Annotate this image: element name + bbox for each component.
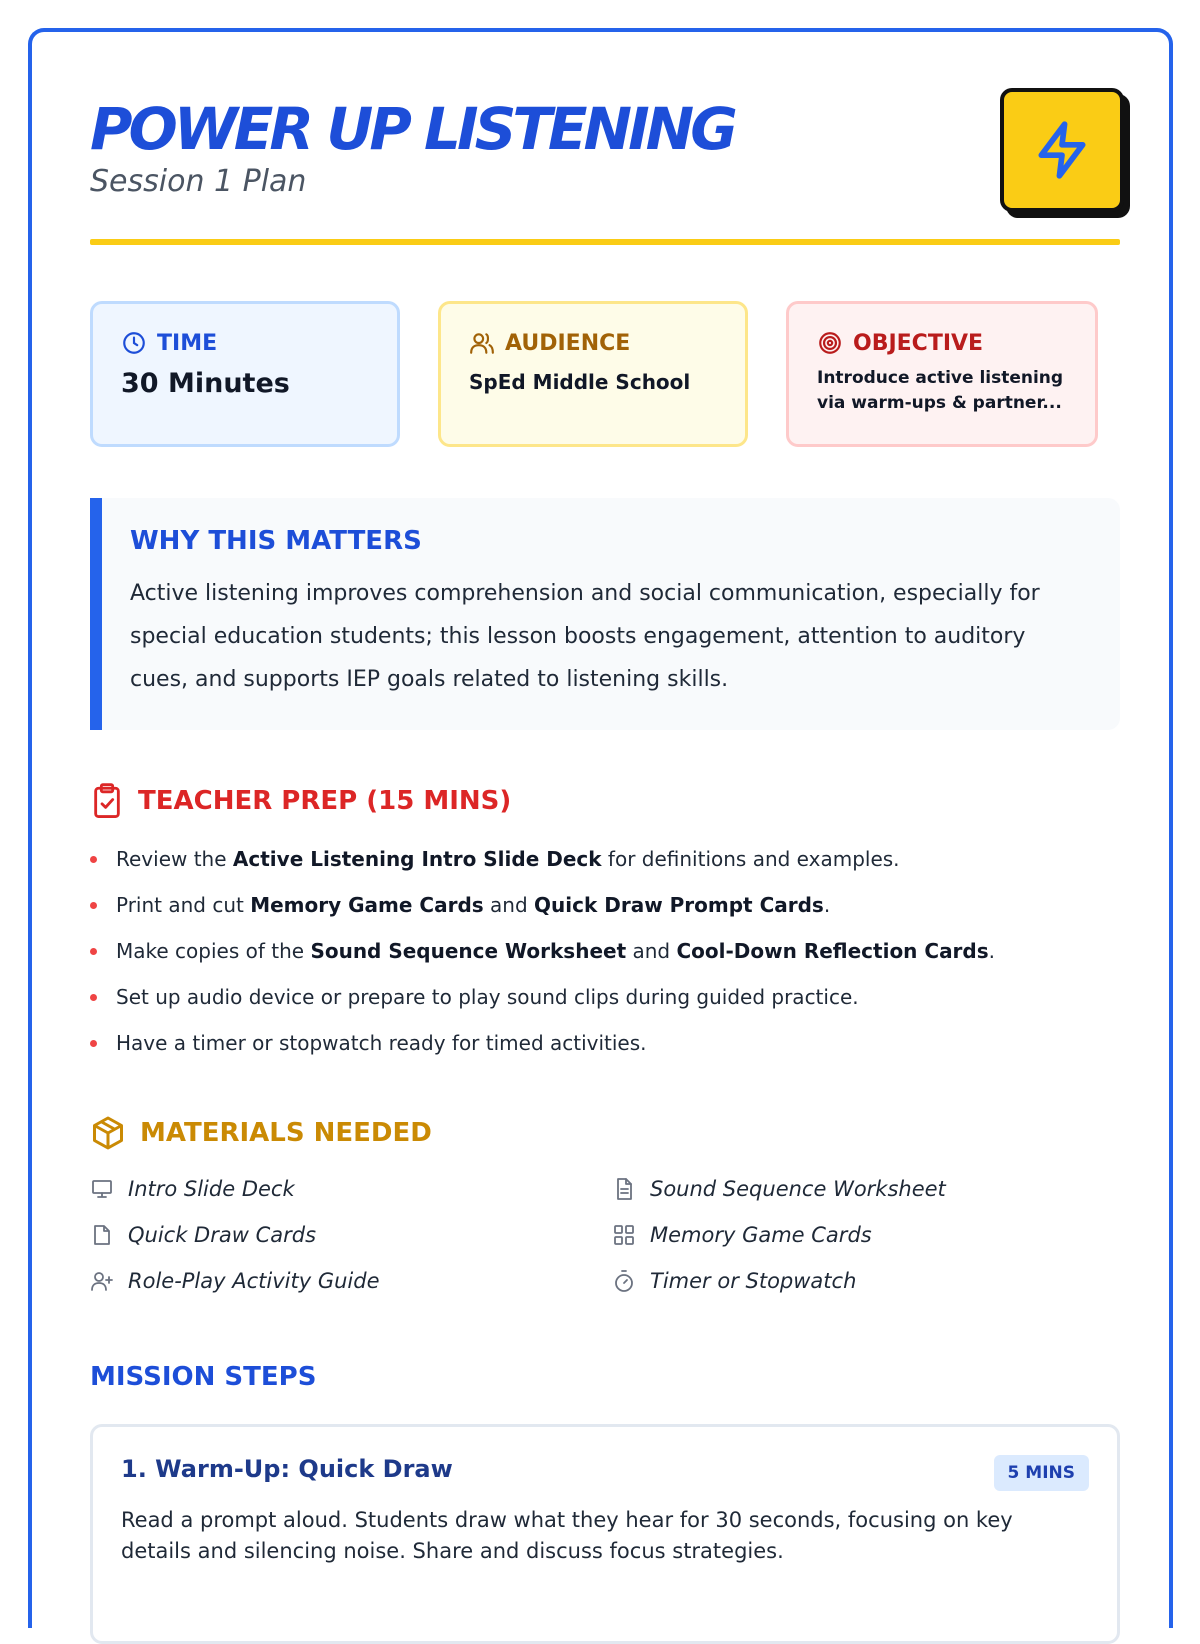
clock-icon: [121, 330, 147, 356]
why-body: Active listening improves comprehension and social communication, especially for special education students; this lesson boosts engagement, attention to auditory cues, and supports IEP goals related to listening skills.: [130, 581, 1040, 692]
presentation-icon: [90, 1177, 114, 1201]
material-item: Timer or Stopwatch: [612, 1269, 856, 1293]
teacher-prep-heading: [90, 782, 511, 820]
lightning-badge: [1000, 88, 1124, 212]
package-icon: [90, 1115, 126, 1151]
objective-value: Introduce active listening via warm-ups & partner...: [817, 368, 1064, 413]
card-icon: [90, 1223, 114, 1247]
lesson-plan-frame: [28, 28, 1173, 1628]
material-item: Intro Slide Deck: [90, 1177, 295, 1201]
audience-card-header: [469, 330, 717, 356]
list-item: Make copies of the Sound Sequence Worksheet and Cool-Down Reflection Cards.: [90, 936, 1120, 982]
list-item: Set up audio device or prepare to play sound clips during guided practice.: [90, 982, 1120, 1028]
objective-label: OBJECTIVE: [853, 330, 984, 356]
time-value: 30 Minutes: [121, 368, 290, 399]
time-label: TIME: [157, 330, 218, 356]
teacher-prep-title: TEACHER PREP (15 MINS): [138, 786, 512, 816]
list-item: Have a timer or stopwatch ready for timed activities.: [90, 1028, 1120, 1074]
mission-step-card: [90, 1424, 1120, 1644]
material-item: Role-Play Activity Guide: [90, 1269, 380, 1293]
why-this-matters-box: [90, 498, 1120, 730]
material-item: Memory Game Cards: [612, 1223, 872, 1247]
audience-card: [438, 301, 748, 447]
step-description: Read a prompt aloud. Students draw what they hear for 30 seconds, focusing on key details and silencing noise. Share and discuss focus strategies.: [121, 1508, 1013, 1563]
stopwatch-icon: [612, 1269, 636, 1293]
list-item: Review the Active Listening Intro Slide Deck for definitions and examples.: [90, 844, 1120, 890]
step-title: 1. Warm-Up: Quick Draw: [121, 1455, 453, 1483]
time-card-header: [121, 330, 369, 356]
list-item: Print and cut Memory Game Cards and Quick Draw Prompt Cards.: [90, 890, 1120, 936]
grid-icon: [612, 1223, 636, 1247]
clipboard-check-icon: [90, 782, 124, 820]
mission-steps-heading: MISSION STEPS: [90, 1362, 317, 1392]
materials-heading: [90, 1115, 432, 1151]
user-plus-icon: [90, 1269, 114, 1293]
page-title: POWER UP LISTENING: [90, 95, 734, 163]
teacher-prep-list: [90, 844, 1120, 1074]
material-item: Sound Sequence Worksheet: [612, 1177, 946, 1201]
page-subtitle: Session 1 Plan: [90, 164, 307, 199]
users-icon: [469, 330, 495, 356]
lightning-bolt-icon: [1031, 119, 1093, 181]
audience-label: AUDIENCE: [505, 330, 631, 356]
material-item: Quick Draw Cards: [90, 1223, 316, 1247]
target-icon: [817, 330, 843, 356]
objective-card-header: [817, 330, 1067, 356]
title-divider: [90, 239, 1120, 245]
audience-value: SpEd Middle School: [469, 370, 691, 394]
time-card: [90, 301, 400, 447]
objective-card: [786, 301, 1098, 447]
step-duration-badge: 5 MINS: [994, 1455, 1089, 1491]
materials-title: MATERIALS NEEDED: [140, 1118, 432, 1148]
document-icon: [612, 1177, 636, 1201]
why-heading: WHY THIS MATTERS: [130, 526, 422, 556]
